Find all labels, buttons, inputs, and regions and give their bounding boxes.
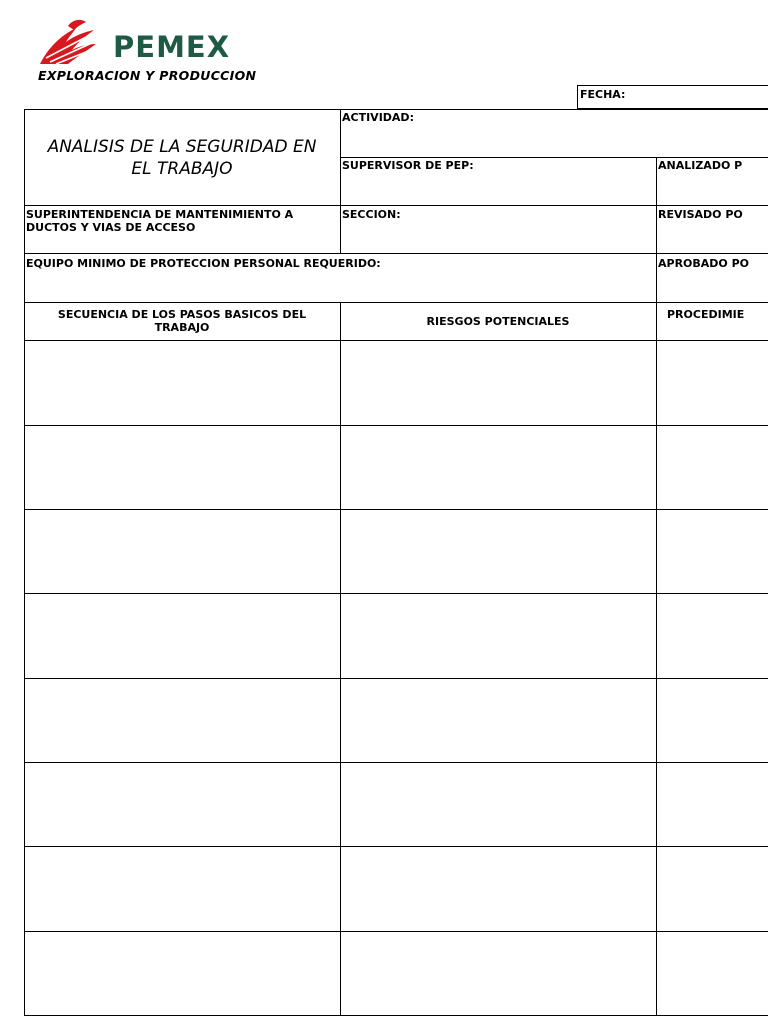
equipo-label: EQUIPO MINIMO DE PROTECCION PERSONAL REQUERIDO: [26, 257, 381, 270]
superintendencia-line1: SUPERINTENDENCIA DE MANTENIMIENTO A [26, 208, 294, 221]
actividad-label: ACTIVIDAD: [342, 111, 414, 124]
seccion-label: SECCION: [342, 208, 401, 221]
secuencia-line1: SECUENCIA DE LOS PASOS BASICOS DEL [57, 308, 307, 321]
column-header-procedimientos: PROCEDIMIE [667, 308, 745, 321]
supervisor-label: SUPERVISOR DE PEP: [342, 159, 474, 172]
brand-name: PEMEX [113, 30, 231, 64]
pemex-logo [38, 18, 258, 84]
superintendencia-label [26, 208, 293, 234]
form-title-line1: ANALISIS DE LA SEGURIDAD EN [47, 137, 317, 157]
column-header-secuencia [24, 308, 340, 334]
superintendencia-line2: DUCTOS Y VIAS DE ACCESO [26, 221, 196, 234]
brand-subtitle: EXPLORACION Y PRODUCCION [38, 68, 257, 83]
eagle-icon [38, 18, 100, 66]
form-title-line2: EL TRABAJO [131, 159, 233, 179]
aprobado-label: APROBADO PO [658, 257, 750, 270]
fecha-label: FECHA: [580, 88, 626, 101]
form-title [24, 136, 340, 180]
table-cell-procedimientos-1[interactable] [657, 341, 768, 425]
analizado-label: ANALIZADO P [658, 159, 743, 172]
secuencia-line2: TRABAJO [154, 321, 210, 334]
revisado-label: REVISADO PO [658, 208, 743, 221]
table-cell-secuencia-1[interactable] [25, 341, 340, 425]
table-cell-riesgos-1[interactable] [341, 341, 656, 425]
column-header-riesgos: RIESGOS POTENCIALES [426, 315, 570, 328]
